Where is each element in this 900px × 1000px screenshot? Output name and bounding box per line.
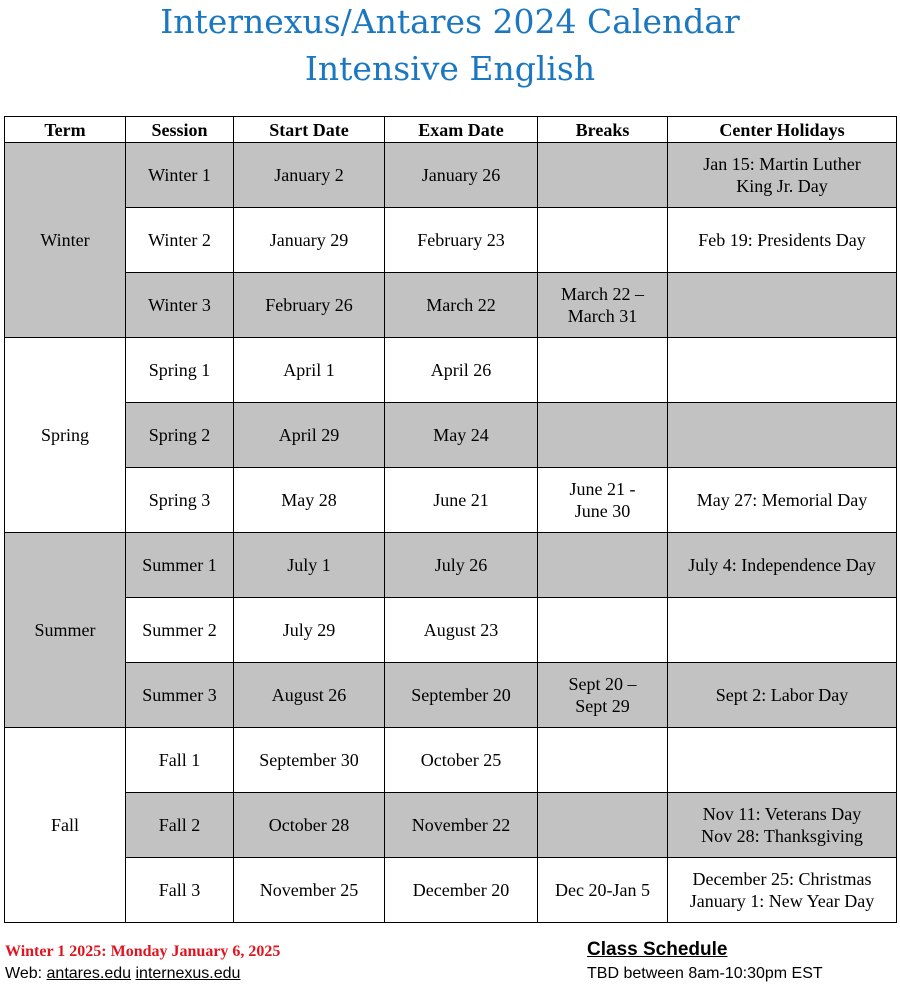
- breaks-cell-line: Dec 20-Jan 5: [555, 880, 650, 900]
- start-date-cell: November 25: [234, 858, 385, 923]
- holidays-cell-line: May 27: Memorial Day: [696, 490, 868, 510]
- table-row: [5, 728, 897, 793]
- breaks-cell: [538, 403, 668, 468]
- column-header: Start Date: [234, 117, 385, 143]
- holidays-cell-line: Sept 2: Labor Day: [715, 685, 849, 705]
- breaks-cell-line: June 21 -: [569, 479, 636, 499]
- holidays-cell: [668, 468, 897, 533]
- session-cell: Spring 1: [126, 338, 234, 403]
- exam-date-cell: November 22: [385, 793, 538, 858]
- breaks-cell: [538, 793, 668, 858]
- exam-date-cell: April 26: [385, 338, 538, 403]
- start-date-cell: August 26: [234, 663, 385, 728]
- breaks-cell-line: March 31: [567, 306, 638, 326]
- session-cell: Winter 2: [126, 208, 234, 273]
- table-row: [5, 598, 897, 663]
- table-row: [5, 143, 897, 208]
- antares-link[interactable]: antares.edu: [46, 965, 132, 982]
- session-cell: Spring 2: [126, 403, 234, 468]
- holidays-cell-line: January 1: New Year Day: [689, 891, 875, 911]
- holidays-cell: [668, 663, 897, 728]
- holidays-cell-line: December 25: Christmas: [692, 869, 872, 889]
- web-links: [5, 964, 240, 984]
- internexus-link[interactable]: internexus.edu: [135, 965, 241, 982]
- holidays-cell-line: King Jr. Day: [736, 176, 828, 196]
- class-schedule-text: TBD between 8am-10:30pm EST: [587, 965, 823, 982]
- column-header: Term: [5, 117, 126, 143]
- holidays-cell: [668, 793, 897, 858]
- session-cell: Fall 2: [126, 793, 234, 858]
- class-schedule-title: Class Schedule: [587, 939, 728, 960]
- term-cell: Spring: [5, 338, 126, 533]
- session-cell: Winter 1: [126, 143, 234, 208]
- session-cell: Summer 2: [126, 598, 234, 663]
- holidays-cell: [668, 728, 897, 793]
- start-date-cell: October 28: [234, 793, 385, 858]
- start-date-cell: May 28: [234, 468, 385, 533]
- holidays-cell-line: Jan 15: Martin Luther: [703, 154, 861, 174]
- exam-date-cell: January 26: [385, 143, 538, 208]
- breaks-cell: [538, 468, 668, 533]
- session-cell: Fall 3: [126, 858, 234, 923]
- page-subtitle: Intensive English: [304, 49, 596, 88]
- breaks-cell: [538, 208, 668, 273]
- breaks-cell: [538, 533, 668, 598]
- start-date-cell: January 29: [234, 208, 385, 273]
- exam-date-cell: February 23: [385, 208, 538, 273]
- breaks-cell: [538, 858, 668, 923]
- breaks-cell: [538, 273, 668, 338]
- session-cell: Summer 1: [126, 533, 234, 598]
- session-cell: Spring 3: [126, 468, 234, 533]
- holidays-cell: [668, 208, 897, 273]
- start-date-cell: April 1: [234, 338, 385, 403]
- holidays-cell-line: Nov 11: Veterans Day: [702, 804, 862, 824]
- column-header: Exam Date: [385, 117, 538, 143]
- table-header-row: [5, 117, 897, 143]
- breaks-cell: [538, 143, 668, 208]
- column-header: Session: [126, 117, 234, 143]
- holidays-cell-line: July 4: Independence Day: [688, 555, 876, 575]
- session-cell: Fall 1: [126, 728, 234, 793]
- term-cell: Fall: [5, 728, 126, 923]
- exam-date-cell: June 21: [385, 468, 538, 533]
- exam-date-cell: May 24: [385, 403, 538, 468]
- table-row: [5, 338, 897, 403]
- table-row: [5, 468, 897, 533]
- term-cell: Winter: [5, 143, 126, 338]
- holidays-cell: [668, 598, 897, 663]
- breaks-cell-line: Sept 20 –: [568, 674, 637, 694]
- holidays-cell: [668, 533, 897, 598]
- breaks-cell: [538, 663, 668, 728]
- page-title: Internexus/Antares 2024 Calendar: [160, 2, 740, 41]
- start-date-cell: February 26: [234, 273, 385, 338]
- breaks-cell: [538, 338, 668, 403]
- column-header: Center Holidays: [668, 117, 897, 143]
- calendar-table: [4, 116, 897, 923]
- term-cell: Summer: [5, 533, 126, 728]
- holidays-cell-line: Feb 19: Presidents Day: [698, 230, 866, 250]
- start-date-cell: April 29: [234, 403, 385, 468]
- table-row: [5, 273, 897, 338]
- holidays-cell: [668, 338, 897, 403]
- exam-date-cell: September 20: [385, 663, 538, 728]
- breaks-cell-line: June 30: [574, 501, 631, 521]
- table-row: [5, 403, 897, 468]
- exam-date-cell: August 23: [385, 598, 538, 663]
- holidays-cell: [668, 403, 897, 468]
- exam-date-cell: December 20: [385, 858, 538, 923]
- table-row: [5, 533, 897, 598]
- session-cell: Winter 3: [126, 273, 234, 338]
- start-date-cell: January 2: [234, 143, 385, 208]
- exam-date-cell: October 25: [385, 728, 538, 793]
- table-row: [5, 663, 897, 728]
- start-date-cell: July 29: [234, 598, 385, 663]
- breaks-cell: [538, 598, 668, 663]
- table-row: [5, 793, 897, 858]
- breaks-cell-line: Sept 29: [575, 696, 630, 716]
- next-year-start-note: Winter 1 2025: Monday January 6, 2025: [5, 943, 281, 960]
- holidays-cell: [668, 273, 897, 338]
- web-label: Web:: [5, 965, 43, 982]
- holidays-cell: [668, 858, 897, 923]
- holidays-cell: [668, 143, 897, 208]
- start-date-cell: July 1: [234, 533, 385, 598]
- breaks-cell: [538, 728, 668, 793]
- exam-date-cell: July 26: [385, 533, 538, 598]
- column-header: Breaks: [538, 117, 668, 143]
- session-cell: Summer 3: [126, 663, 234, 728]
- breaks-cell-line: March 22 –: [561, 284, 644, 304]
- exam-date-cell: March 22: [385, 273, 538, 338]
- table-row: [5, 858, 897, 923]
- start-date-cell: September 30: [234, 728, 385, 793]
- table-row: [5, 208, 897, 273]
- holidays-cell-line: Nov 28: Thanksgiving: [701, 826, 863, 846]
- calendar-body: [5, 143, 897, 923]
